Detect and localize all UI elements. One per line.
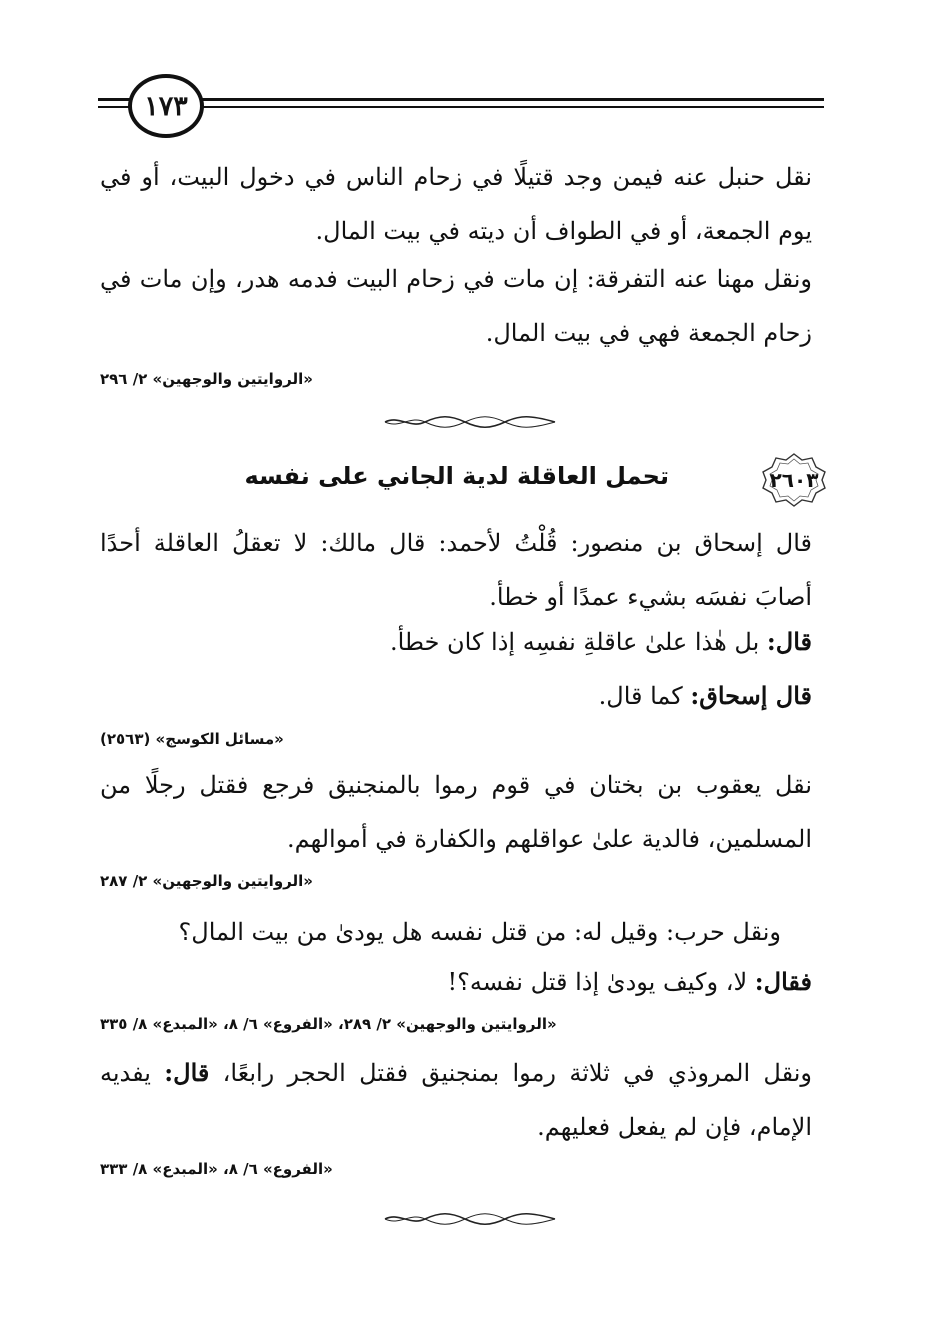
divider-ornament-1 [380, 415, 560, 429]
divider-ornament-2 [380, 1212, 560, 1226]
source-citation-2: «مسائل الكوسج» (٢٥٦٣) [100, 730, 284, 748]
section-number: ٢٦٠٣ [769, 468, 819, 492]
source-citation-1: «الروايتين والوجهين» ٢/ ٢٩٦ [100, 370, 313, 388]
header-rule-bottom [98, 106, 824, 108]
paragraph-9-text-a: ونقل المروذي في ثلاثة رموا بمنجنيق فقتل الحجر رابعًا، [209, 1059, 813, 1087]
paragraph-8-text: لا، وكيف يودىٰ إذا قتل نفسه؟! [447, 968, 755, 996]
source-citation-4: «الروايتين والوجهين» ٢/ ٢٨٩، «الفروع» ٦/ ٨، «المبدع» ٨/ ٣٣٥ [100, 1015, 557, 1033]
speaker-label: قال: [164, 1058, 210, 1087]
paragraph-4 [390, 622, 812, 662]
paragraph-6: نقل يعقوب بن بختان في قوم رموا بالمنجنيق فرجع فقتل رجلًا من المسلمين، فالدية علىٰ عواقلهم والكفارة في أموالهم. [100, 771, 812, 853]
paragraph-9 [100, 1046, 812, 1154]
paragraph-8 [448, 962, 813, 1002]
page-number-badge [128, 74, 204, 138]
source-citation-3: «الروايتين والوجهين» ٢/ ٢٨٧ [100, 872, 313, 890]
speaker-label: قال إسحاق: [690, 681, 812, 710]
section-title: تحمل العاقلة لدية الجاني على نفسه [244, 462, 669, 490]
speaker-label: فقال: [754, 967, 812, 996]
paragraph-3: قال إسحاق بن منصور: قُلْتُ لأحمد: قال مالك: لا تعقلُ العاقلة أحدًا أصابَ نفسَه بشيء عمدًا أو خطأ. [100, 529, 812, 611]
speaker-label: قال: [766, 627, 812, 656]
header-rule-top [98, 98, 824, 101]
paragraph-7: ونقل حرب: وقيل له: من قتل نفسه هل يودىٰ من بيت المال؟ [178, 918, 781, 946]
paragraph-5 [599, 676, 812, 716]
paragraph-2: ونقل مهنا عنه التفرقة: إن مات في زحام البيت فدمه هدر، وإن مات في زحام الجمعة فهي في بيت المال. [100, 265, 813, 347]
paragraph-5-text: كما قال. [598, 682, 691, 710]
page-number: ١٧٣ [144, 90, 188, 122]
section-number-badge [760, 452, 828, 508]
paragraph-4-text: بل هٰذا علىٰ عاقلةِ نفسِه إذا كان خطأ. [389, 628, 767, 656]
paragraph-1: نقل حنبل عنه فيمن وجد قتيلًا في زحام الناس في دخول البيت، أو في يوم الجمعة، أو في الطواف أن ديته في بيت المال. [100, 163, 812, 245]
paragraph-9-text-b: يفديه الإمام، فإن لم يفعل فعليهم. [100, 1059, 812, 1141]
source-citation-5: «الفروع» ٦/ ٨، «المبدع» ٨/ ٣٣٣ [100, 1160, 333, 1178]
